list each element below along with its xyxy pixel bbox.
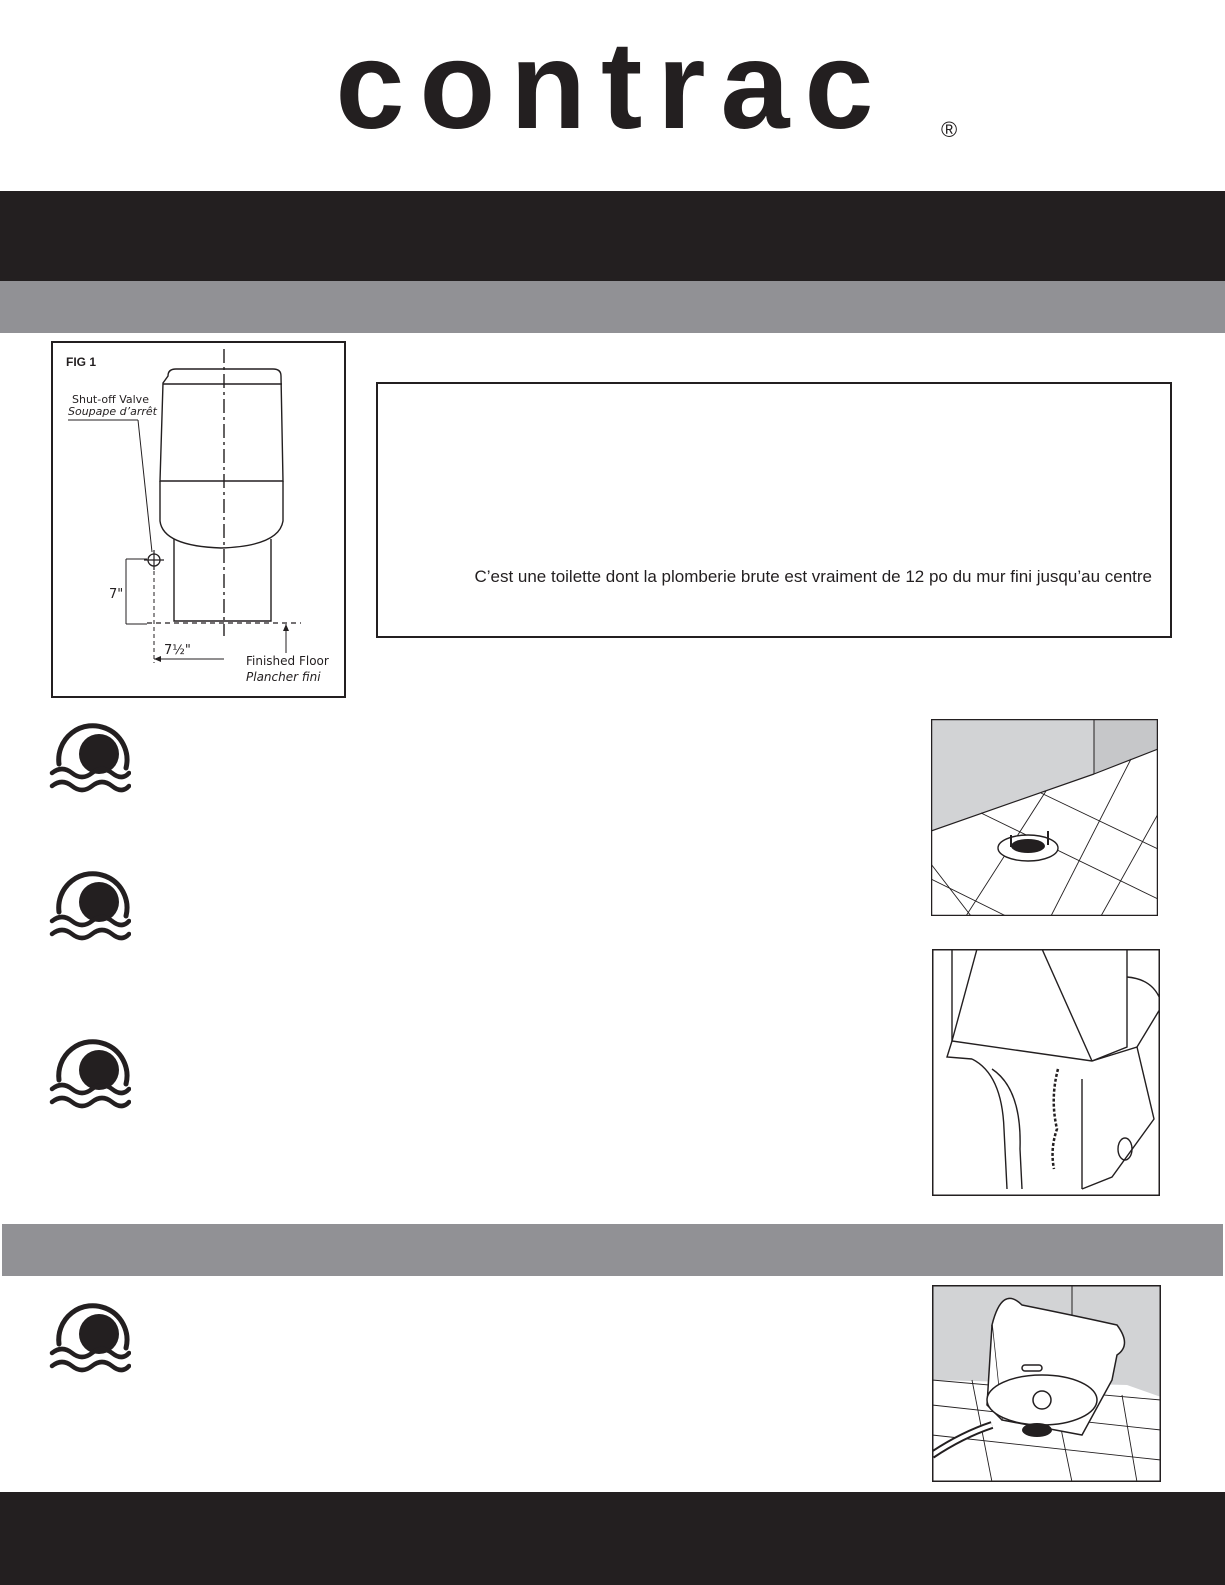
floor-label-en: Finished Floor	[246, 654, 329, 668]
footer-band	[0, 1492, 1225, 1585]
section-band-2	[2, 1224, 1223, 1276]
floor-label-fr: Plancher fini	[246, 670, 321, 684]
valve-label-fr: Soupape d’arrêt	[68, 405, 157, 418]
valve-label-en: Shut-off Valve	[72, 393, 149, 406]
header-band	[0, 191, 1225, 281]
step-bullet-icon	[47, 864, 131, 948]
fig1-label: FIG 1	[66, 355, 97, 369]
notice-text-fr: C’est une toilette dont la plomberie brute est vraiment de 12 po du mur fini jusqu’au centre	[474, 567, 1152, 586]
toilet-supply-line-illustration	[932, 949, 1160, 1196]
dim-offset: 7½"	[164, 643, 191, 658]
step-bullet-icon	[47, 716, 131, 800]
floor-flange-illustration	[931, 719, 1158, 916]
logo-text: contrac	[335, 17, 889, 155]
dim-height: 7"	[109, 587, 124, 602]
registered-mark: ®	[941, 117, 958, 142]
step-bullet-icon	[47, 1296, 131, 1380]
rough-in-notice-box	[376, 382, 1172, 638]
toilet-wax-ring-illustration	[932, 1285, 1161, 1482]
fig1-rough-in-diagram	[51, 341, 346, 698]
contrac-logo	[0, 10, 1225, 170]
section-band-1	[0, 281, 1225, 333]
step-bullet-icon	[47, 1032, 131, 1116]
